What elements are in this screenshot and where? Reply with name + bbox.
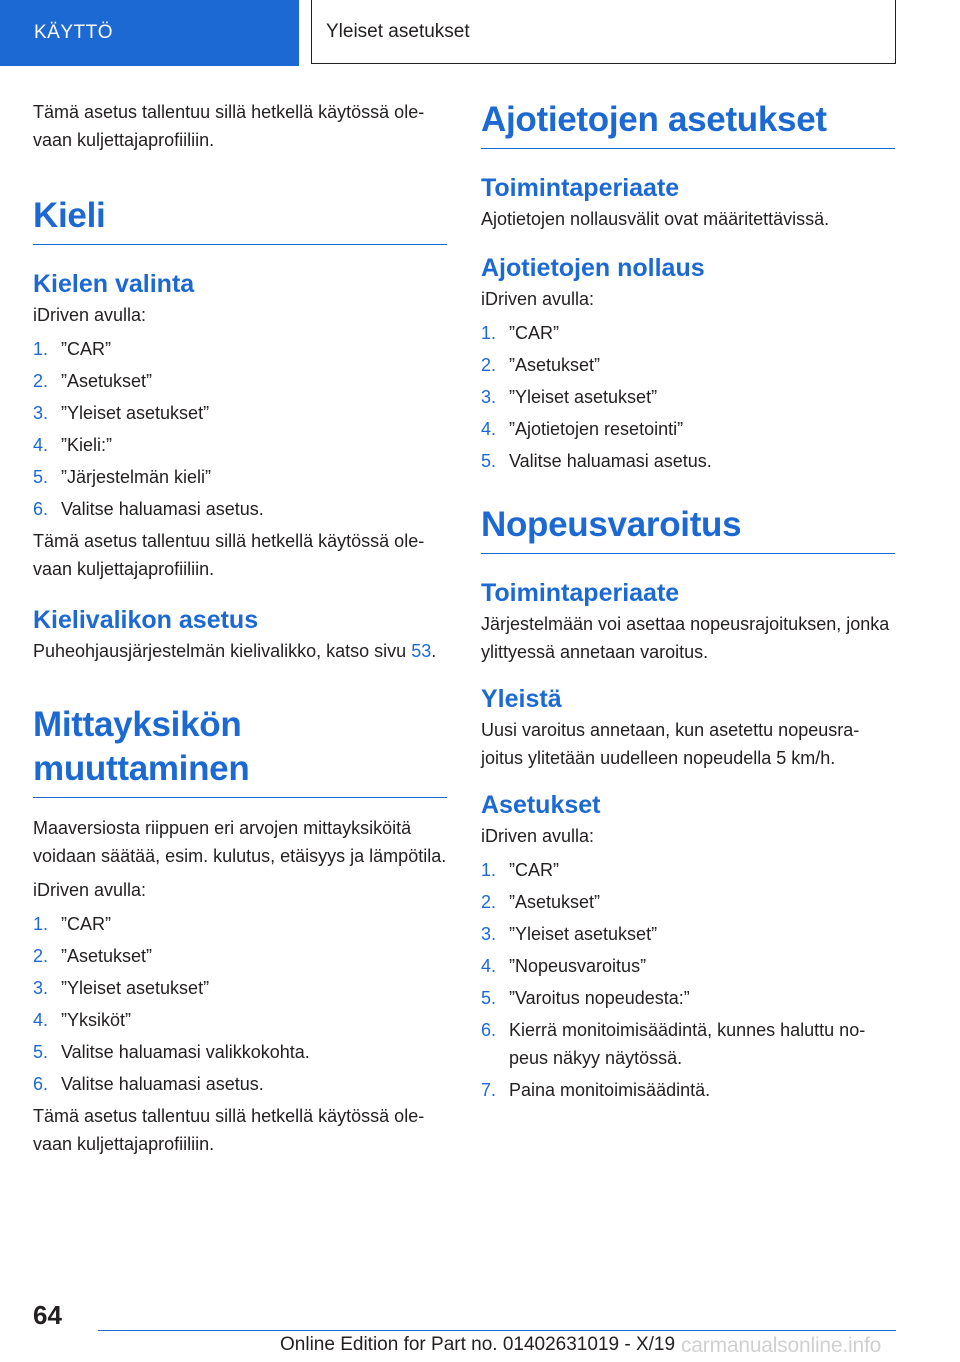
list-item: [33, 1038, 447, 1066]
list-item: [481, 319, 895, 347]
heading-toimintaperiaate-2: Toimintaperiaate: [481, 579, 680, 607]
list-item: [33, 367, 447, 395]
step-number: 1.: [481, 323, 497, 343]
heading-ajotietojen-nollaus: Ajotietojen nollaus: [481, 254, 705, 282]
list-item: [481, 1076, 895, 1104]
step-text: ”Asetukset”: [509, 892, 601, 912]
step-text: ”Ajotietojen resetointi”: [509, 419, 684, 439]
toimintaperiaate-1-text: Ajotietojen nollausvälit ovat määritettävissä.: [481, 209, 830, 229]
footer-edition: Online Edition for Part no. 01402631019 - X/19: [280, 1334, 676, 1355]
list-item: [33, 431, 447, 459]
step-text: Kierrä monitoimisäädintä, kunnes haluttu nopeus näkyy näytössä.: [509, 1020, 866, 1068]
step-number: 4.: [481, 956, 497, 976]
step-number: 5.: [33, 1042, 49, 1062]
step-text: ”Järjestelmän kieli”: [61, 467, 212, 487]
list-item: [33, 335, 447, 363]
step-number: 6.: [33, 1074, 49, 1094]
list-item: [33, 974, 447, 1002]
step-text: ”CAR”: [509, 860, 559, 880]
list-item: [33, 495, 447, 523]
mitta-lead: iDriven avulla:: [33, 880, 147, 900]
step-number: 5.: [481, 451, 497, 471]
step-number: 1.: [33, 339, 49, 359]
header-section-label: KÄYTTÖ: [34, 22, 114, 43]
page-link-53[interactable]: 53: [411, 641, 432, 661]
list-item: [33, 1006, 447, 1034]
step-text: Valitse haluamasi valikkokohta.: [61, 1042, 310, 1062]
heading-kieli: Kieli: [33, 194, 447, 245]
list-item: [481, 920, 895, 948]
step-text: ”Asetukset”: [509, 355, 601, 375]
list-item: [481, 856, 895, 884]
step-text: ”Yksiköt”: [61, 1010, 132, 1030]
step-number: 6.: [481, 1020, 497, 1040]
step-number: 5.: [33, 467, 49, 487]
step-number: 3.: [481, 924, 497, 944]
footer-divider: [98, 1330, 896, 1331]
step-text: ”Asetukset”: [61, 371, 153, 391]
step-number: 4.: [33, 435, 49, 455]
nollaus-steps: [481, 319, 895, 475]
list-item: [33, 463, 447, 491]
step-number: 5.: [481, 988, 497, 1008]
list-item: [481, 351, 895, 379]
step-text: Valitse haluamasi asetus.: [509, 451, 712, 471]
list-item: [33, 399, 447, 427]
left-column: [33, 98, 447, 1164]
mitta-note: Tämä asetus tallentuu sillä hetkellä käytössä olevaan kuljettajaprofiiliin.: [33, 1106, 425, 1154]
step-number: 6.: [33, 499, 49, 519]
kielivalikko-end: .: [431, 641, 437, 661]
watermark: carmanualsonline.info: [681, 1334, 882, 1357]
kielivalikko-paragraph: [33, 637, 447, 665]
list-item: [481, 415, 895, 443]
intro-paragraph: Tämä asetus tallentuu sillä hetkellä käytössä olevaan kuljettajaprofiiliin.: [33, 102, 425, 150]
header-title: Yleiset asetukset: [326, 20, 470, 42]
step-number: 4.: [481, 419, 497, 439]
list-item: [481, 383, 895, 411]
heading-kielivalikon-asetus: Kielivalikon asetus: [33, 606, 259, 634]
heading-mittayksikon-muuttaminen: Mittayksikön muuttaminen: [33, 703, 447, 798]
list-item: [481, 1016, 895, 1072]
step-text: ”Yleiset asetukset”: [61, 978, 210, 998]
step-text: Valitse haluamasi asetus.: [61, 1074, 264, 1094]
asetukset-lead: iDriven avulla:: [481, 826, 595, 846]
step-text: ”Yleiset asetukset”: [509, 924, 658, 944]
step-text: ”CAR”: [61, 914, 111, 934]
yleista-text: Uusi varoitus annetaan, kun asetettu nopeusrajoitus ylitetään uudelleen nopeudella 5 km/h.: [481, 720, 860, 768]
step-number: 2.: [33, 946, 49, 966]
step-number: 7.: [481, 1080, 497, 1100]
step-number: 1.: [481, 860, 497, 880]
list-item: [481, 447, 895, 475]
kielivalikko-text: Puheohjausjärjestelmän kielivalikko, katso sivu: [33, 641, 407, 661]
header-title-box: [311, 0, 896, 64]
heading-kielen-valinta: Kielen valinta: [33, 270, 195, 298]
nollaus-lead: iDriven avulla:: [481, 289, 595, 309]
kielen-valinta-steps: [33, 335, 447, 523]
step-number: 4.: [33, 1010, 49, 1030]
step-number: 2.: [481, 355, 497, 375]
step-number: 2.: [481, 892, 497, 912]
heading-nopeusvaroitus: Nopeusvaroitus: [481, 503, 895, 554]
step-text: ”Nopeusvaroitus”: [509, 956, 647, 976]
heading-yleista: Yleistä: [481, 685, 562, 713]
right-column: [481, 98, 895, 1108]
step-text: ”CAR”: [61, 339, 111, 359]
step-text: Valitse haluamasi asetus.: [61, 499, 264, 519]
list-item: [481, 888, 895, 916]
kielen-valinta-note: Tämä asetus tallentuu sillä hetkellä käytössä olevaan kuljettajaprofiiliin.: [33, 531, 425, 579]
step-number: 2.: [33, 371, 49, 391]
kielen-valinta-lead: iDriven avulla:: [33, 305, 147, 325]
list-item: [33, 910, 447, 938]
step-number: 3.: [481, 387, 497, 407]
step-text: ”Yleiset asetukset”: [509, 387, 658, 407]
step-number: 3.: [33, 403, 49, 423]
mitta-paragraph: Maaversiosta riippuen eri arvojen mittayksiköitä voidaan säätää, esim. kulutus, etäisyys ja lämpötila.: [33, 818, 447, 866]
step-text: Paina monitoimisäädintä.: [509, 1080, 711, 1100]
list-item: [33, 942, 447, 970]
asetukset-steps: [481, 856, 895, 1104]
page-number: 64: [33, 1300, 62, 1330]
step-text: ”Kieli:”: [61, 435, 113, 455]
step-text: ”CAR”: [509, 323, 559, 343]
list-item: [481, 984, 895, 1012]
step-number: 3.: [33, 978, 49, 998]
step-text: ”Varoitus nopeudesta:”: [509, 988, 690, 1008]
list-item: [481, 952, 895, 980]
toimintaperiaate-2-text: Järjestelmään voi asettaa nopeusrajoituksen, jonka ylittyessä annetaan varoitus.: [481, 614, 890, 662]
heading-toimintaperiaate-1: Toimintaperiaate: [481, 174, 680, 202]
mitta-steps: [33, 910, 447, 1098]
step-number: 1.: [33, 914, 49, 934]
step-text: ”Asetukset”: [61, 946, 153, 966]
heading-ajotietojen-asetukset: Ajotietojen asetukset: [481, 98, 895, 149]
step-text: ”Yleiset asetukset”: [61, 403, 210, 423]
heading-asetukset: Asetukset: [481, 791, 601, 819]
header-section-tab: [0, 0, 299, 66]
list-item: [33, 1070, 447, 1098]
